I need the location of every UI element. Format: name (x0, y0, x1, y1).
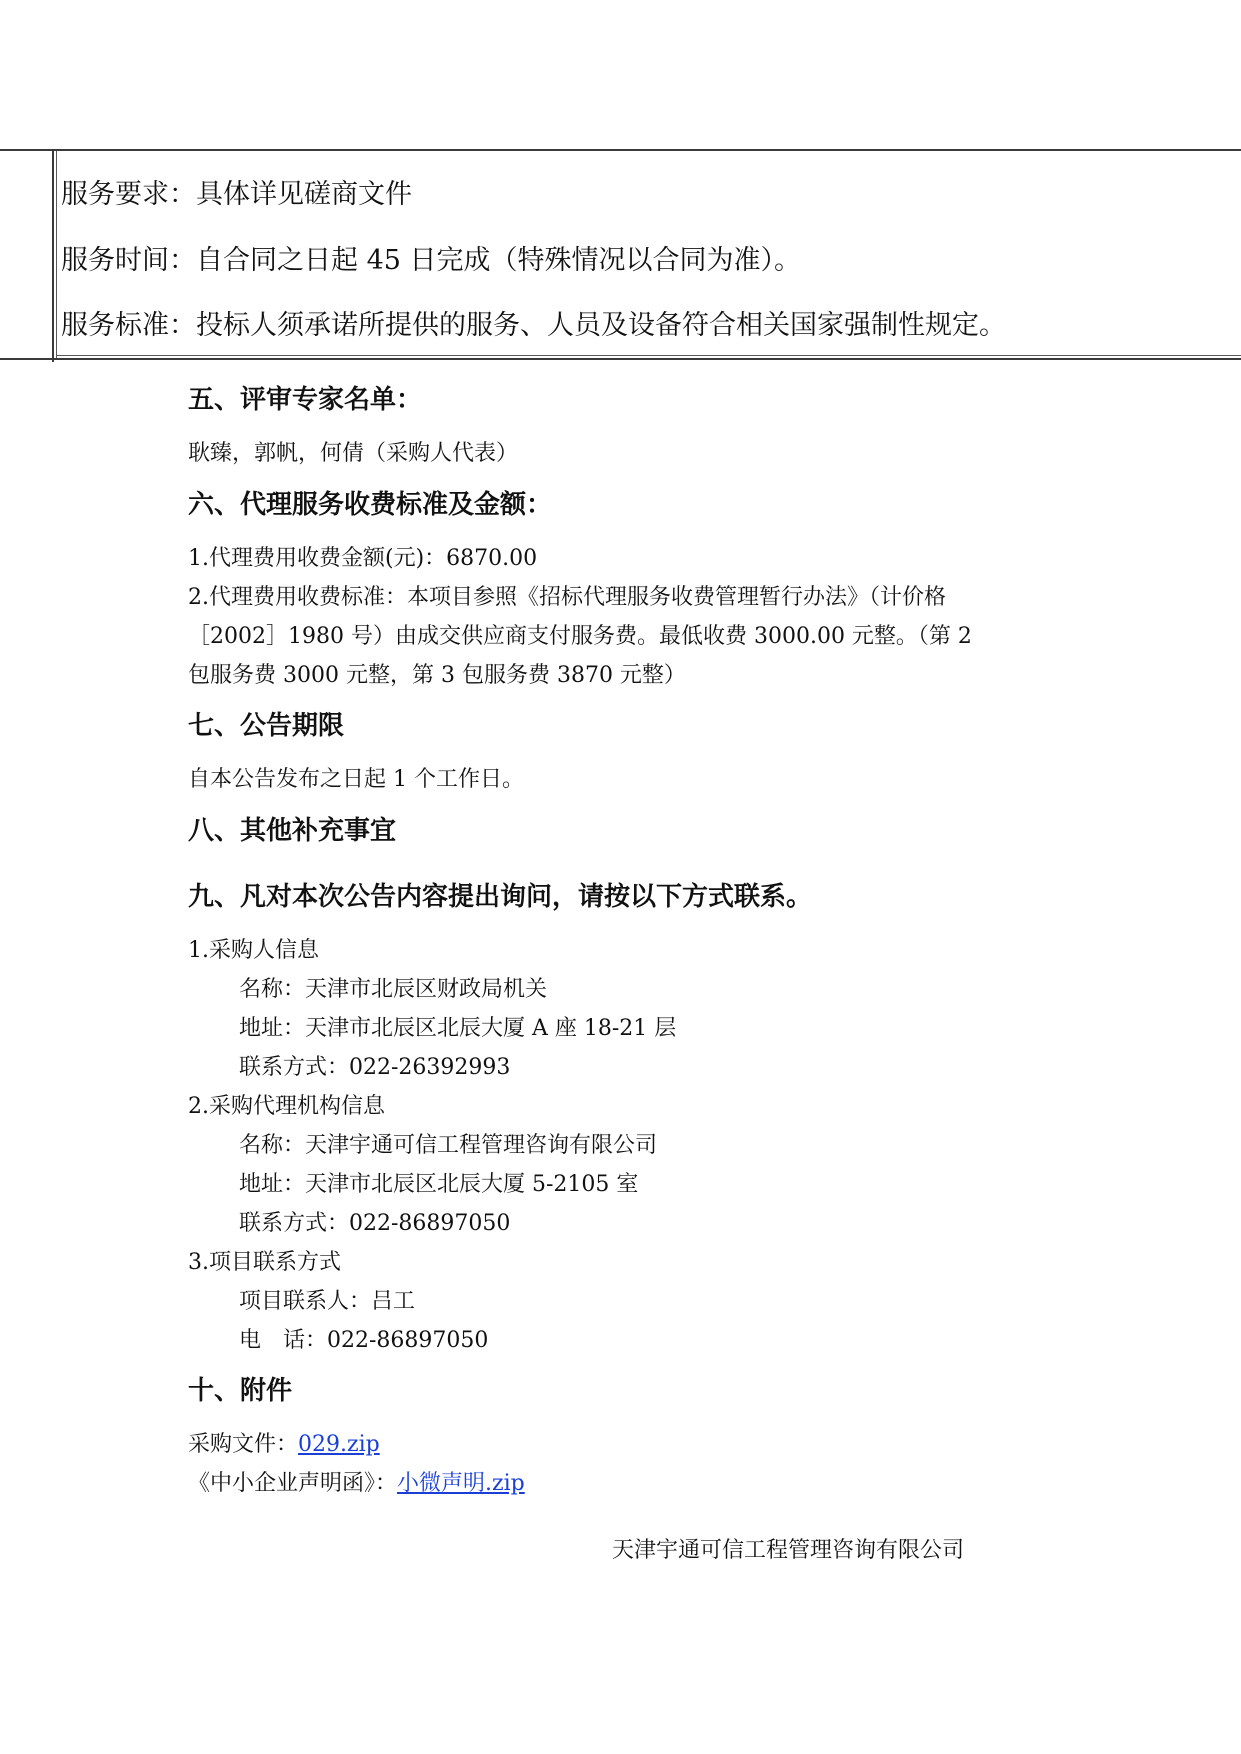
sme-declaration-row (188, 1466, 525, 1497)
sme-declaration-link[interactable]: 小微声明.zip (397, 1471, 525, 1496)
section9-heading: 九、凡对本次公告内容提出询问，请按以下方式联系。 (188, 882, 813, 912)
project-phone: 电 话：022-86897050 (239, 1328, 489, 1353)
section8-heading: 八、其他补充事宜 (188, 816, 397, 846)
service-requirement: 服务要求：具体详见磋商文件 (61, 179, 412, 210)
service-standard: 服务标准：投标人须承诺所提供的服务、人员及设备符合相关国家强制性规定。 (61, 310, 1006, 341)
expert-list: 耿臻，郭帆，何倩（采购人代表） (188, 441, 519, 466)
fee-amount: 1.代理费用收费金额(元)：6870.00 (188, 546, 538, 571)
agency-name: 名称：天津宇通可信工程管理咨询有限公司 (239, 1133, 658, 1158)
project-title: 3.项目联系方式 (188, 1250, 341, 1275)
agency-contact: 联系方式：022-86897050 (239, 1211, 511, 1236)
purchaser-title: 1.采购人信息 (188, 938, 319, 963)
fee-standard-line3: 包服务费 3000 元整，第 3 包服务费 3870 元整） (188, 663, 686, 688)
table-border-bottom-inner (56, 355, 1241, 356)
signature: 天津宇通可信工程管理咨询有限公司 (612, 1538, 965, 1563)
purchaser-name: 名称：天津市北辰区财政局机关 (239, 977, 548, 1002)
procurement-file-label: 采购文件： (188, 1432, 299, 1457)
project-person: 项目联系人：吕工 (239, 1289, 416, 1314)
purchaser-address: 地址：天津市北辰区北辰大厦 A 座 18-21 层 (239, 1016, 677, 1041)
fee-standard-line2: ［2002］1980 号）由成交供应商支付服务费。最低收费 3000.00 元整。（第 2 (188, 624, 972, 649)
table-border-left (52, 149, 54, 362)
fee-standard-line1: 2.代理费用收费标准：本项目参照《招标代理服务收费管理暂行办法》（计价格 (188, 585, 946, 610)
table-border-inner (56, 151, 57, 358)
section5-heading: 五、评审专家名单： (188, 385, 423, 415)
section10-heading: 十、附件 (188, 1376, 293, 1406)
procurement-file-row (188, 1427, 380, 1458)
purchaser-contact: 联系方式：022-26392993 (239, 1055, 511, 1080)
procurement-file-link[interactable]: 029.zip (298, 1432, 380, 1457)
agency-title: 2.采购代理机构信息 (188, 1094, 385, 1119)
agency-address: 地址：天津市北辰区北辰大厦 5-2105 室 (239, 1172, 639, 1197)
service-time: 服务时间：自合同之日起 45 日完成（特殊情况以合同为准）。 (61, 245, 802, 276)
section6-heading: 六、代理服务收费标准及金额： (188, 490, 553, 520)
section7-heading: 七、公告期限 (188, 711, 345, 741)
notice-period: 自本公告发布之日起 1 个工作日。 (188, 767, 524, 792)
sme-declaration-label: 《中小企业声明函》： (188, 1471, 398, 1496)
